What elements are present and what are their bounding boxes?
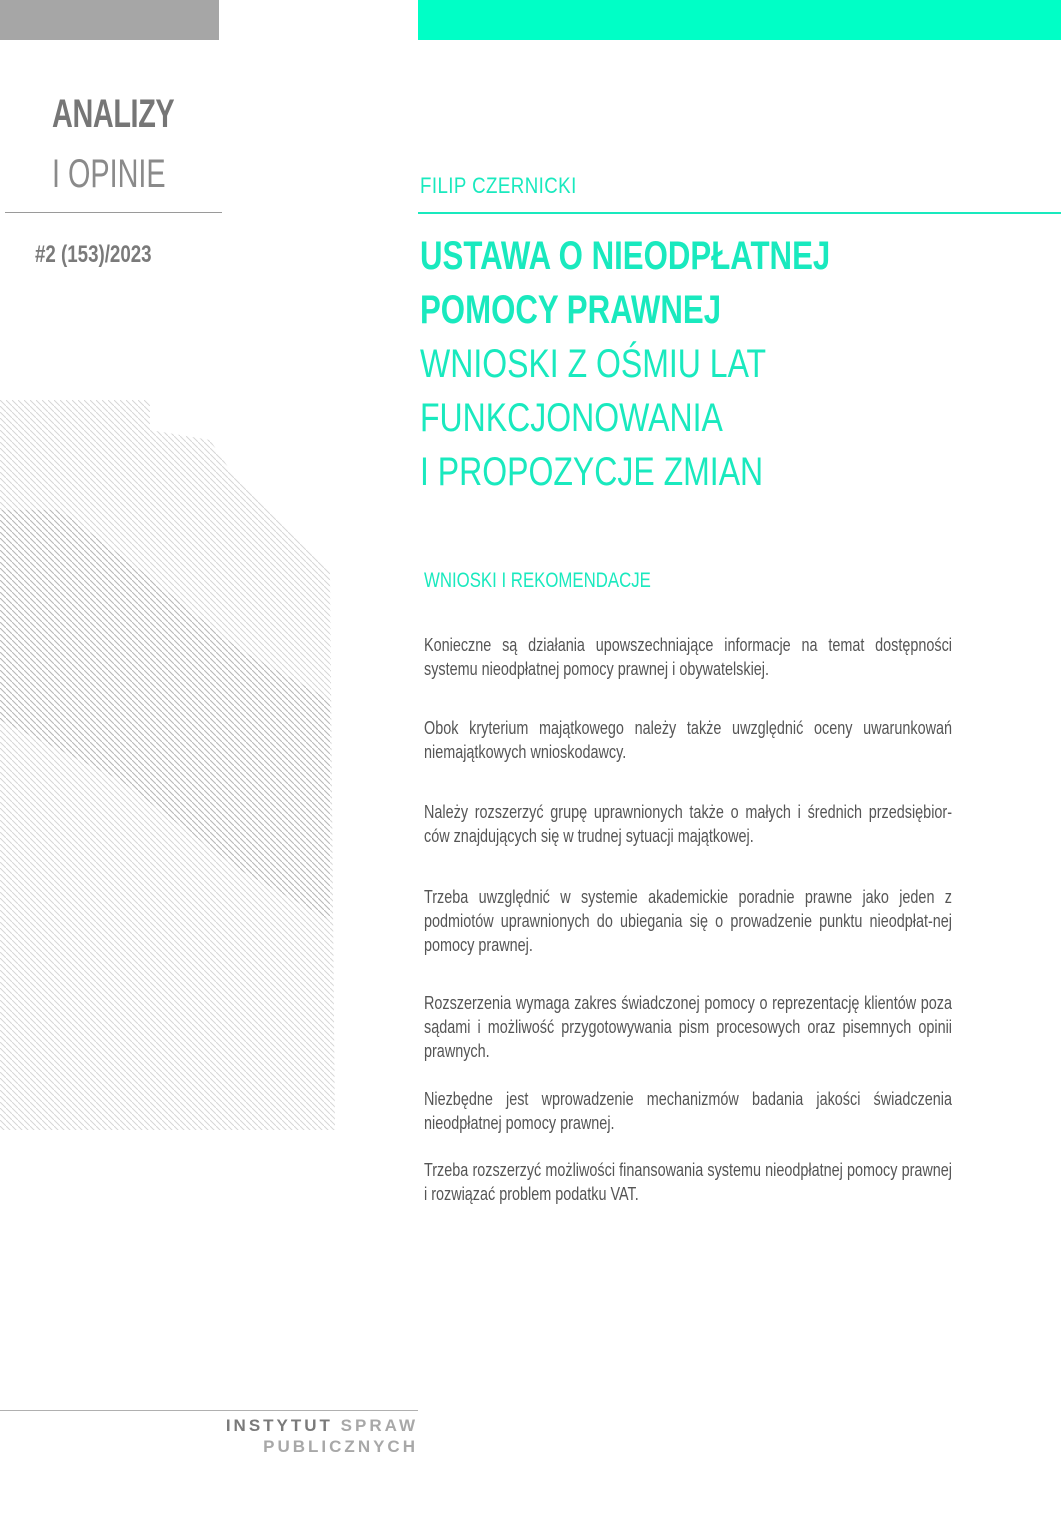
diagonal-hatch-pattern	[0, 400, 340, 1130]
recommendation-paragraph: Trzeba uwzględnić w systemie akademickie poradnie prawne jako jeden z podmiotów uprawnionych do ubiegania się o prowadzenie punktu nieodpłat-nej pomocy prawnej.	[424, 887, 952, 955]
publisher-word: PUBLICZNYCH	[263, 1437, 418, 1456]
publisher-word: SPRAW	[340, 1416, 418, 1435]
publisher-logo-text	[226, 1415, 418, 1457]
bottom-divider	[0, 1410, 418, 1411]
article-subtitle	[420, 337, 766, 499]
title-line: POMOCY PRAWNEJ	[420, 288, 722, 332]
recommendation-paragraph: Niezbędne jest wprowadzenie mechanizmów badania jakości świadczenia nieodpłatnej pomocy prawnej.	[424, 1089, 952, 1133]
subtitle-line: WNIOSKI Z OŚMIU LAT	[420, 342, 767, 386]
recommendation-paragraph: Trzeba rozszerzyć możliwości finansowania systemu nieodpłatnej pomocy prawnej i rozwiązać problem podatku VAT.	[424, 1160, 952, 1204]
series-title-analizy: ANALIZY	[52, 92, 175, 136]
section-heading: WNIOSKI I REKOMENDACJE	[424, 569, 651, 592]
author-name: FILIP CZERNICKI	[420, 173, 577, 198]
accent-divider	[418, 212, 1061, 214]
subtitle-line: I PROPOZYCJE ZMIAN	[420, 450, 764, 494]
top-accent-bar	[418, 0, 1061, 40]
article-title	[420, 229, 830, 337]
publisher-word: INSTYTUT	[225, 1416, 333, 1435]
recommendation-paragraph: Należy rozszerzyć grupę uprawnionych także o małych i średnich przedsiębior-ców znajdujących się w trudnej sytuacji majątkowej.	[424, 802, 952, 846]
top-gray-bar	[0, 0, 219, 40]
left-divider	[5, 212, 222, 213]
recommendation-paragraph: Obok kryterium majątkowego należy także uwzględnić oceny uwarunkowań niemajątkowych wnioskodawcy.	[424, 718, 952, 762]
subtitle-line: FUNKCJONOWANIA	[420, 396, 723, 440]
recommendation-paragraph: Konieczne są działania upowszechniające informacje na temat dostępności systemu nieodpłatnej pomocy prawnej i obywatelskiej.	[424, 635, 952, 679]
title-line: USTAWA O NIEODPŁATNEJ	[420, 234, 831, 278]
recommendation-paragraph: Rozszerzenia wymaga zakres świadczonej pomocy o reprezentację klientów poza sądami i możliwość przygotowywania pism procesowych oraz pisemnych opinii prawnych.	[424, 993, 952, 1061]
issue-number: #2 (153)/2023	[35, 241, 152, 268]
series-title-opinie: I OPINIE	[52, 152, 166, 196]
